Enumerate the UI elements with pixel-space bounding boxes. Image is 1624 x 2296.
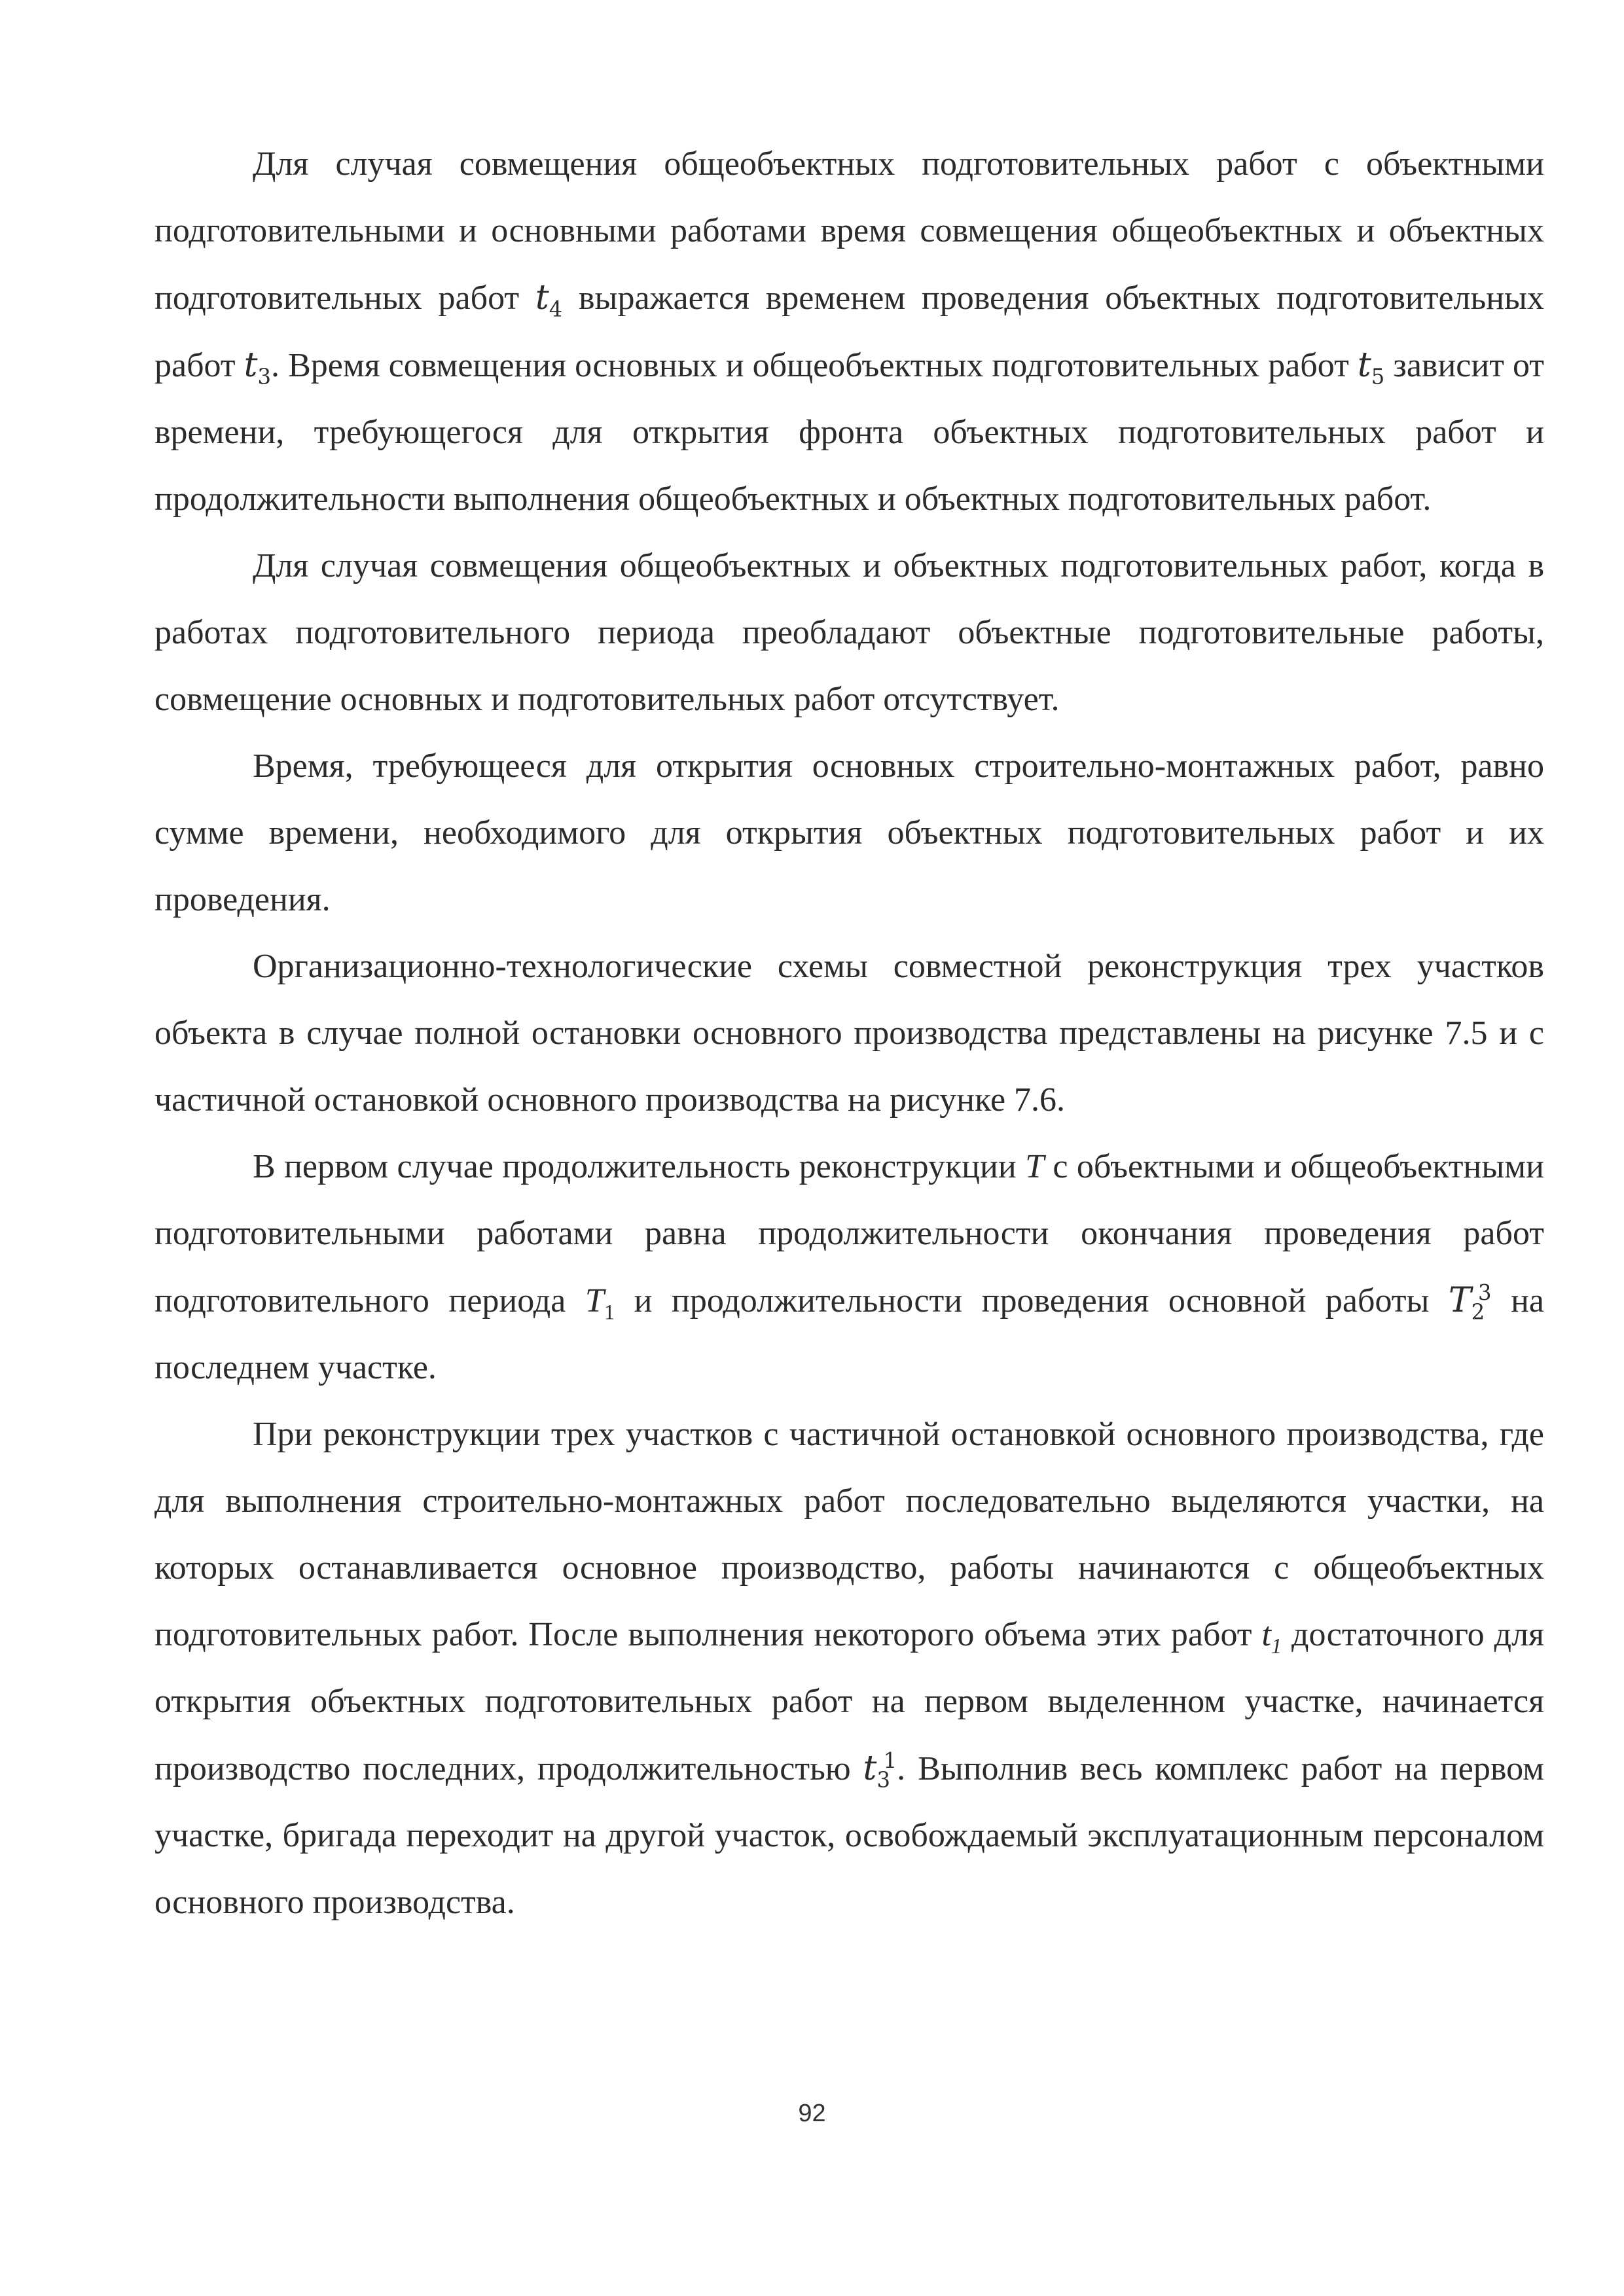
math-t3-1: $t_3^1$ [863, 1748, 897, 1793]
paragraph-1 [154, 131, 1544, 533]
paragraph-3: Время, требующееся для открытия основных строительно-монтажных работ, равно сумме времени, необходимого для открытия объектных подготовительных работ и их проведения. [154, 747, 1544, 918]
paragraph-6-text-c: . Выполнив весь комплекс работ на первом участке, бригада переходит на другой участок, освобождаемый эксплуатационным персоналом основного производства. [154, 1750, 1544, 1921]
paragraph-6 [154, 1401, 1544, 1936]
paragraph-1-text-b: выражается временем проведения объектных подготовительных работ [154, 279, 1544, 384]
paragraph-5-text-b: с объектными и общеобъектными подготовительными работами равна продолжительности окончания проведения работ подготовительного периода [154, 1148, 1545, 1319]
math-T2-3: $T_2^3$ [1449, 1280, 1492, 1325]
paragraph-5-text-d: на последнем участке. [154, 1282, 1544, 1386]
paragraph-6-text-a: При реконструкции трех участков с частичной остановкой основного производства, где для выполнения строительно-монтажных работ последовательно выделяются участки, на которых останавливается основное производство, работы начинаются с общеобъектных подготовительных работ. После выполнения некоторого объема этих работ [154, 1416, 1544, 1653]
paragraph-1-text-d: зависит от времени, требующегося для открытия фронта объектных подготовительных работ и продолжительности выполнения общеобъектных и объектных подготовительных работ. [154, 347, 1544, 518]
paragraph-6-text-b: достаточного для открытия объектных подготовительных работ на первом выделенном участке, начинается производство последних, продолжительностью [154, 1616, 1544, 1787]
page-number: 92 [798, 2100, 826, 2127]
math-t3: $t_3$ [244, 346, 272, 389]
paragraph-1-text-c: . Время совмещения основных и общеобъектных подготовительных работ [271, 347, 1358, 384]
paragraph-2: Для случая совмещения общеобъектных и объектных подготовительных работ, когда в работах подготовительного периода преобладают объектные подготовительные работы, совмещение основных и подготовительных работ отсутствует. [154, 547, 1544, 718]
paragraph-5-text-a: В первом случае продолжительность реконструкции [253, 1148, 1026, 1185]
paragraph-5 [154, 1134, 1544, 1401]
paragraph-4: Организационно-технологические схемы совместной реконструкция трех участков объекта в случае полной остановки основного производства представлены на рисунке 7.5 и с частичной остановкой основного производства на рисунке 7.6. [154, 948, 1544, 1119]
math-T1: $T_1$ [585, 1282, 615, 1324]
math-t5: $t_5$ [1357, 346, 1385, 389]
paragraph-5-text-c: и продолжительности проведения основной работы [614, 1282, 1449, 1319]
body-text [154, 131, 1544, 1936]
math-t1: $t_1$ [1261, 1616, 1282, 1658]
math-T: T [1025, 1148, 1044, 1185]
math-t4: $t_4$ [535, 278, 563, 322]
paragraph-1-text-a: Для случая совмещения общеобъектных подготовительных работ с объектными подготовительными и основными работами время совмещения общеобъектных и объектных подготовительных работ [154, 145, 1544, 317]
